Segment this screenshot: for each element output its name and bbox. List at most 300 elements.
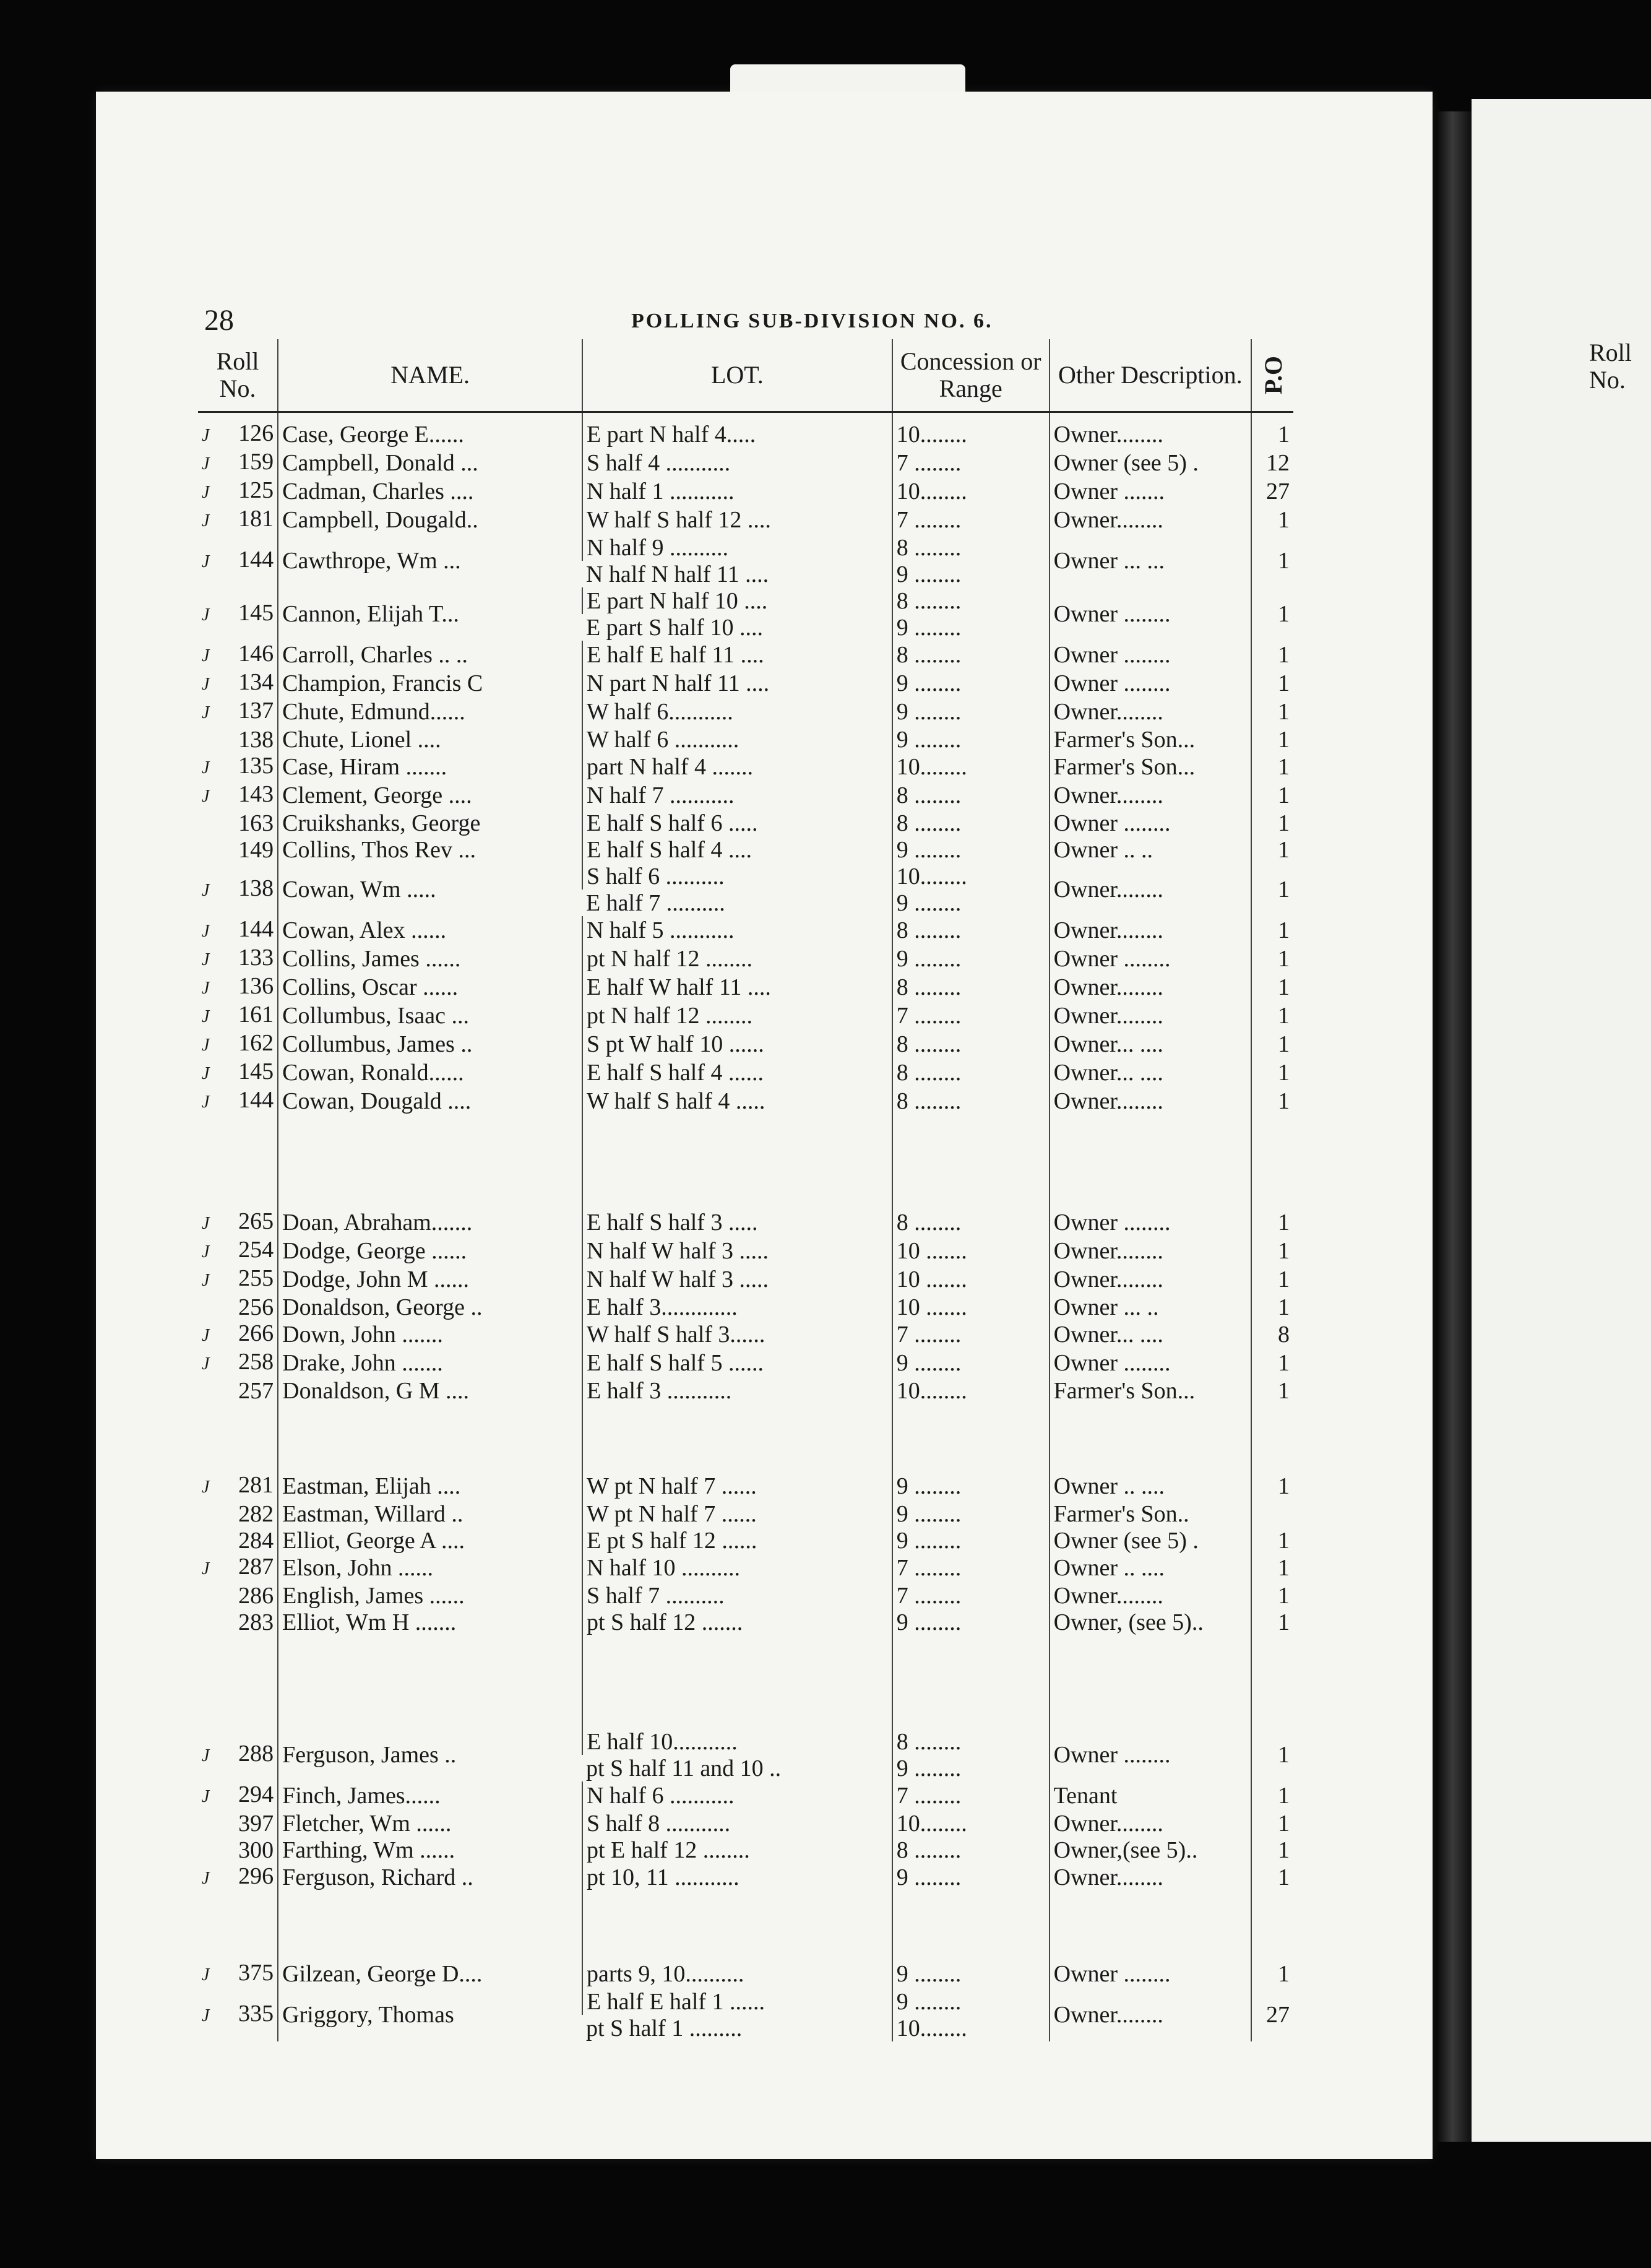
table-row xyxy=(198,1349,1293,1377)
roll-cell xyxy=(198,1349,278,1377)
roll-cell xyxy=(198,726,278,753)
concession-cell: 10 ....... xyxy=(892,1294,1050,1320)
lot-cell: E half 3 ........... xyxy=(582,1377,892,1404)
name-cell: Cowan, Wm ..... xyxy=(278,863,582,916)
concession-cell: 9 ........ xyxy=(892,561,1050,587)
roll-number: 258 xyxy=(238,1349,274,1375)
concession-cell: 8 ........ xyxy=(892,1087,1050,1115)
roll-number: 284 xyxy=(238,1527,274,1554)
roll-number: 181 xyxy=(238,506,274,532)
header-concession: Concession or Range xyxy=(892,339,1050,412)
description-cell: Owner (see 5) . xyxy=(1050,1527,1251,1554)
description-cell: Owner .. .... xyxy=(1050,1554,1251,1582)
po-cell: 1 xyxy=(1251,1002,1293,1030)
name-cell: Collins, Thos Rev ... xyxy=(278,836,582,863)
po-cell: 1 xyxy=(1251,1237,1293,1265)
roll-cell xyxy=(198,1294,278,1320)
table-row xyxy=(198,1554,1293,1582)
table-row xyxy=(198,1087,1293,1115)
spacer-cell xyxy=(198,1115,278,1208)
juror-mark: J xyxy=(202,605,210,625)
table-row xyxy=(198,1320,1293,1349)
lot-cell: E half S half 6 ..... xyxy=(582,810,892,836)
name-cell: Collumbus, James .. xyxy=(278,1030,582,1058)
po-cell: 1 xyxy=(1251,641,1293,669)
roll-number: 144 xyxy=(238,547,274,573)
description-cell: Owner ... .. xyxy=(1050,1294,1251,1320)
po-cell: 1 xyxy=(1251,1863,1293,1892)
po-cell: 1 xyxy=(1251,726,1293,753)
table-row xyxy=(198,698,1293,726)
spacer-cell xyxy=(1251,1892,1293,1960)
lot-cell: W half 6 ........... xyxy=(582,726,892,753)
concession-cell: 9 ........ xyxy=(892,1500,1050,1527)
roll-number: 288 xyxy=(238,1741,274,1767)
concession-cell: 8 ........ xyxy=(892,781,1050,810)
description-cell: Farmer's Son... xyxy=(1050,726,1251,753)
table-row xyxy=(198,1863,1293,1892)
roll-cell xyxy=(198,1728,278,1781)
roll-cell xyxy=(198,587,278,641)
roll-number: 144 xyxy=(238,916,274,942)
roll-number: 149 xyxy=(238,836,274,863)
description-cell: Owner... .... xyxy=(1050,1030,1251,1058)
header-roll-no: Roll No. xyxy=(198,339,278,412)
description-cell: Owner ........ xyxy=(1050,1728,1251,1781)
description-cell: Owner........ xyxy=(1050,1863,1251,1892)
roll-cell xyxy=(198,1377,278,1404)
po-cell: 1 xyxy=(1251,916,1293,945)
lot-cell: part N half 4 ....... xyxy=(582,753,892,781)
name-cell: Elliot, George A .... xyxy=(278,1527,582,1554)
name-cell: Dodge, John M ...... xyxy=(278,1265,582,1294)
name-cell: Fletcher, Wm ...... xyxy=(278,1810,582,1837)
spacer-cell xyxy=(1050,1115,1251,1208)
lot-cell: E half S half 3 ..... xyxy=(582,1208,892,1237)
lot-cell: parts 9, 10.......... xyxy=(582,1960,892,1988)
lot-cell: N part N half 11 .... xyxy=(582,669,892,698)
lot-cell: pt 10, 11 ........... xyxy=(582,1863,892,1892)
juror-mark: J xyxy=(202,979,210,998)
description-cell: Owner ........ xyxy=(1050,1960,1251,1988)
group-spacer xyxy=(198,1635,1293,1728)
po-cell: 1 xyxy=(1251,1960,1293,1988)
spacer-cell xyxy=(1050,1635,1251,1728)
description-cell: Owner ........ xyxy=(1050,587,1251,641)
description-cell: Owner........ xyxy=(1050,1002,1251,1030)
juror-mark: J xyxy=(202,511,210,530)
spacer-cell xyxy=(892,1115,1050,1208)
concession-cell: 8 ........ xyxy=(892,810,1050,836)
juror-mark: J xyxy=(202,1093,210,1112)
lot-cell: E half E half 11 .... xyxy=(582,641,892,669)
lot-cell: E half E half 1 ...... xyxy=(582,1988,892,2015)
lot-cell: W half S half 3...... xyxy=(582,1320,892,1349)
concession-cell: 8 ........ xyxy=(892,1837,1050,1863)
concession-cell: 9 ........ xyxy=(892,1609,1050,1635)
lot-cell: pt S half 11 and 10 .. xyxy=(585,1755,782,1781)
name-cell: Cruikshanks, George xyxy=(278,810,582,836)
table-row xyxy=(198,1837,1293,1863)
po-cell: 27 xyxy=(1251,1988,1293,2041)
spacer-cell xyxy=(278,1115,582,1208)
name-cell: Elson, John ...... xyxy=(278,1554,582,1582)
concession-cell: 7 ........ xyxy=(892,1002,1050,1030)
roll-number: 144 xyxy=(238,1087,274,1113)
roll-number: 265 xyxy=(238,1208,274,1234)
description-cell: Owner .. .. xyxy=(1050,836,1251,863)
description-cell: Owner ... ... xyxy=(1050,534,1251,587)
spacer-cell xyxy=(892,1404,1050,1472)
roll-number: 126 xyxy=(238,420,274,446)
table-row xyxy=(198,863,1293,889)
table-row xyxy=(198,1810,1293,1837)
roll-cell xyxy=(198,1472,278,1500)
lot-cell: N half 1 ........... xyxy=(582,477,892,506)
roll-cell xyxy=(198,698,278,726)
table-row xyxy=(198,587,1293,614)
description-cell: Owner ........ xyxy=(1050,1349,1251,1377)
roll-cell xyxy=(198,1781,278,1810)
table-row xyxy=(198,420,1293,449)
roll-number: 138 xyxy=(238,726,274,753)
roll-cell xyxy=(198,534,278,587)
juror-mark: J xyxy=(202,1478,210,1497)
po-cell: 1 xyxy=(1251,1349,1293,1377)
name-cell: Gilzean, George D.... xyxy=(278,1960,582,1988)
description-cell: Owner........ xyxy=(1050,1582,1251,1609)
po-cell: 1 xyxy=(1251,1472,1293,1500)
roll-cell xyxy=(198,641,278,669)
roll-number: 125 xyxy=(238,477,274,503)
po-cell: 1 xyxy=(1251,698,1293,726)
roll-cell xyxy=(198,1527,278,1554)
name-cell: Eastman, Elijah .... xyxy=(278,1472,582,1500)
name-cell: Campbell, Donald ... xyxy=(278,449,582,477)
concession-cell: 8 ........ xyxy=(892,1728,1050,1755)
roll-cell xyxy=(198,1810,278,1837)
spacer-cell xyxy=(582,1115,892,1208)
table-row xyxy=(198,1988,1293,2015)
lot-cell: N half 6 ........... xyxy=(582,1781,892,1810)
header-po-label: P.O xyxy=(1259,356,1287,394)
lot-cell: S half 6 .......... xyxy=(582,863,892,889)
lot-cell: S half 7 .......... xyxy=(582,1582,892,1609)
roll-number: 282 xyxy=(238,1500,274,1527)
description-cell: Farmer's Son... xyxy=(1050,1377,1251,1404)
description-cell: Owner ....... xyxy=(1050,477,1251,506)
name-cell: Elliot, Wm H ....... xyxy=(278,1609,582,1635)
po-cell: 1 xyxy=(1251,1527,1293,1554)
po-cell: 1 xyxy=(1251,1609,1293,1635)
book-gutter xyxy=(1437,111,1472,2142)
spacer-cell xyxy=(1251,1404,1293,1472)
name-cell: Collumbus, Isaac ... xyxy=(278,1002,582,1030)
concession-cell: 10........ xyxy=(892,2015,1050,2041)
roll-cell xyxy=(198,506,278,534)
juror-mark: J xyxy=(202,1746,210,1765)
roll-cell xyxy=(198,1554,278,1582)
spacer-cell xyxy=(892,412,1050,421)
table-row xyxy=(198,1265,1293,1294)
concession-cell: 9 ........ xyxy=(892,1527,1050,1554)
lot-cell: pt S half 12 ....... xyxy=(582,1609,892,1635)
juror-mark: J xyxy=(202,787,210,806)
description-cell: Owner .. .... xyxy=(1050,1472,1251,1500)
name-cell: Griggory, Thomas xyxy=(278,1988,582,2041)
concession-cell: 8 ........ xyxy=(892,587,1050,614)
po-cell: 1 xyxy=(1251,1087,1293,1115)
header-po xyxy=(1251,339,1293,412)
table-row xyxy=(198,1609,1293,1635)
spacer-cell xyxy=(1050,412,1251,421)
spacer-cell xyxy=(1251,1115,1293,1208)
name-cell: Case, Hiram ....... xyxy=(278,753,582,781)
lot-cell: W half S half 4 ..... xyxy=(582,1087,892,1115)
juror-mark: J xyxy=(202,675,210,694)
roll-number: 136 xyxy=(238,973,274,999)
table-row xyxy=(198,449,1293,477)
po-cell: 12 xyxy=(1251,449,1293,477)
juror-mark: J xyxy=(202,703,210,722)
lot-cell: N half 5 ........... xyxy=(582,916,892,945)
table-row xyxy=(198,1781,1293,1810)
table-row xyxy=(198,669,1293,698)
table-row xyxy=(198,1527,1293,1554)
name-cell: Champion, Francis C xyxy=(278,669,582,698)
right-page-header-fragment: Roll No. xyxy=(1589,339,1632,394)
spacer-cell xyxy=(198,1892,278,1960)
group-spacer xyxy=(198,412,1293,421)
roll-cell xyxy=(198,1208,278,1237)
roll-number: 163 xyxy=(238,810,274,836)
po-cell: 1 xyxy=(1251,1810,1293,1837)
description-cell: Owner ........ xyxy=(1050,945,1251,973)
lot-cell: N half N half 11 .... xyxy=(585,561,769,587)
spacer-cell xyxy=(198,1635,278,1728)
concession-cell: 10........ xyxy=(892,420,1050,449)
roll-number: 335 xyxy=(238,2001,274,2027)
juror-mark: J xyxy=(202,950,210,969)
roll-cell xyxy=(198,836,278,863)
name-cell: Farthing, Wm ...... xyxy=(278,1837,582,1863)
po-cell: 1 xyxy=(1251,1294,1293,1320)
concession-cell: 9 ........ xyxy=(892,614,1050,641)
roll-number: 281 xyxy=(238,1472,274,1498)
roll-number: 375 xyxy=(238,1960,274,1986)
roll-cell xyxy=(198,1058,278,1087)
roll-number: 162 xyxy=(238,1030,274,1056)
concession-cell: 10 ....... xyxy=(892,1265,1050,1294)
concession-cell: 9 ........ xyxy=(892,945,1050,973)
name-cell: Donaldson, G M .... xyxy=(278,1377,582,1404)
description-cell: Farmer's Son.. xyxy=(1050,1500,1251,1527)
roll-number: 256 xyxy=(238,1294,274,1320)
concession-cell: 10........ xyxy=(892,753,1050,781)
lot-cell: W pt N half 7 ...... xyxy=(582,1500,892,1527)
roll-number: 255 xyxy=(238,1265,274,1291)
spacer-cell xyxy=(582,1635,892,1728)
juror-mark: J xyxy=(202,1326,210,1345)
group-spacer xyxy=(198,1892,1293,1960)
roll-cell xyxy=(198,1002,278,1030)
po-cell xyxy=(1251,1500,1293,1527)
lot-cell: E part N half 4..... xyxy=(582,420,892,449)
juror-mark: J xyxy=(202,922,210,941)
table-row xyxy=(198,1237,1293,1265)
concession-cell: 7 ........ xyxy=(892,1320,1050,1349)
lot-cell: E part S half 10 .... xyxy=(585,614,763,641)
concession-cell: 8 ........ xyxy=(892,1058,1050,1087)
concession-cell: 9 ........ xyxy=(892,1960,1050,1988)
table-row xyxy=(198,1030,1293,1058)
roll-cell xyxy=(198,781,278,810)
description-cell: Owner........ xyxy=(1050,863,1251,916)
name-cell: Down, John ....... xyxy=(278,1320,582,1349)
roll-number: 137 xyxy=(238,698,274,724)
po-cell: 1 xyxy=(1251,836,1293,863)
description-cell: Owner........ xyxy=(1050,420,1251,449)
po-cell: 1 xyxy=(1251,1030,1293,1058)
lot-cell: E pt S half 12 ...... xyxy=(582,1527,892,1554)
spacer-cell xyxy=(1050,1404,1251,1472)
roll-cell xyxy=(198,1837,278,1863)
juror-mark: J xyxy=(202,1787,210,1806)
juror-mark: J xyxy=(202,881,210,900)
concession-cell: 7 ........ xyxy=(892,506,1050,534)
name-cell: Cawthrope, Wm ... xyxy=(278,534,582,587)
spacer-cell xyxy=(1050,1892,1251,1960)
spacer-cell xyxy=(582,1404,892,1472)
lot-cell: W half S half 12 .... xyxy=(582,506,892,534)
lot-cell: pt N half 12 ........ xyxy=(582,1002,892,1030)
description-cell: Owner ........ xyxy=(1050,1208,1251,1237)
name-cell: Cowan, Ronald...... xyxy=(278,1058,582,1087)
roll-number: 161 xyxy=(238,1002,274,1028)
concession-cell: 8 ........ xyxy=(892,1030,1050,1058)
spacer-cell xyxy=(892,1635,1050,1728)
name-cell: Cannon, Elijah T... xyxy=(278,587,582,641)
po-cell: 1 xyxy=(1251,1728,1293,1781)
concession-cell: 9 ........ xyxy=(892,1988,1050,2015)
spacer-cell xyxy=(1251,412,1293,421)
roll-number: 143 xyxy=(238,781,274,807)
lot-cell: N half W half 3 ..... xyxy=(582,1237,892,1265)
lot-cell: pt S half 1 ......... xyxy=(585,2015,743,2041)
juror-mark: J xyxy=(202,483,210,502)
po-cell: 1 xyxy=(1251,1837,1293,1863)
spacer-cell xyxy=(278,412,582,421)
juror-mark: J xyxy=(202,552,210,571)
description-cell: Owner........ xyxy=(1050,1988,1251,2041)
name-cell: Donaldson, George .. xyxy=(278,1294,582,1320)
roll-cell xyxy=(198,916,278,945)
spacer-cell xyxy=(198,412,278,421)
juror-mark: J xyxy=(202,1214,210,1233)
concession-cell: 10........ xyxy=(892,477,1050,506)
juror-mark: J xyxy=(202,1869,210,1888)
lot-cell: S pt W half 10 ...... xyxy=(582,1030,892,1058)
po-cell: 1 xyxy=(1251,1554,1293,1582)
name-cell: Collins, Oscar ...... xyxy=(278,973,582,1002)
name-cell: Finch, James...... xyxy=(278,1781,582,1810)
table-row xyxy=(198,836,1293,863)
table-row xyxy=(198,1728,1293,1755)
roll-cell xyxy=(198,449,278,477)
name-cell: Eastman, Willard .. xyxy=(278,1500,582,1527)
roll-number: 134 xyxy=(238,669,274,695)
description-cell: Owner........ xyxy=(1050,506,1251,534)
concession-cell: 9 ........ xyxy=(892,836,1050,863)
header-lot: LOT. xyxy=(582,339,892,412)
juror-mark: J xyxy=(202,1036,210,1055)
description-cell: Owner ........ xyxy=(1050,669,1251,698)
roll-number: 133 xyxy=(238,945,274,971)
roll-number: 300 xyxy=(238,1837,274,1863)
roll-number: 135 xyxy=(238,753,274,779)
table-row xyxy=(198,810,1293,836)
header-name: NAME. xyxy=(278,339,582,412)
lot-cell: N half W half 3 ..... xyxy=(582,1265,892,1294)
name-cell: Cowan, Alex ...... xyxy=(278,916,582,945)
roll-number: 294 xyxy=(238,1781,274,1807)
running-title: POLLING SUB-DIVISION NO. 6. xyxy=(631,309,993,332)
name-cell: Doan, Abraham....... xyxy=(278,1208,582,1237)
juror-mark: J xyxy=(202,1965,210,1984)
name-cell: Ferguson, James .. xyxy=(278,1728,582,1781)
table-row xyxy=(198,781,1293,810)
description-cell: Tenant xyxy=(1050,1781,1251,1810)
table-header-row xyxy=(198,339,1293,412)
name-cell: Cowan, Dougald .... xyxy=(278,1087,582,1115)
description-cell: Owner,(see 5).. xyxy=(1050,1837,1251,1863)
lot-cell: W half 6........... xyxy=(582,698,892,726)
table-row xyxy=(198,534,1293,561)
po-cell: 1 xyxy=(1251,420,1293,449)
description-cell: Owner........ xyxy=(1050,973,1251,1002)
concession-cell: 9 ........ xyxy=(892,889,1050,916)
lot-cell: E half S half 4 ...... xyxy=(582,1058,892,1087)
header-description: Other Description. xyxy=(1050,339,1251,412)
table-row xyxy=(198,1500,1293,1527)
roll-cell xyxy=(198,420,278,449)
table-row xyxy=(198,506,1293,534)
roll-number: 296 xyxy=(238,1863,274,1889)
concession-cell: 8 ........ xyxy=(892,1208,1050,1237)
name-cell: Cadman, Charles .... xyxy=(278,477,582,506)
spacer-cell xyxy=(278,1404,582,1472)
concession-cell: 9 ........ xyxy=(892,1863,1050,1892)
description-cell: Owner........ xyxy=(1050,1810,1251,1837)
po-cell: 1 xyxy=(1251,1377,1293,1404)
spacer-cell xyxy=(892,1892,1050,1960)
concession-cell: 7 ........ xyxy=(892,449,1050,477)
roll-number: 397 xyxy=(238,1810,274,1837)
description-cell: Owner, (see 5).. xyxy=(1050,1609,1251,1635)
description-cell: Owner (see 5) . xyxy=(1050,449,1251,477)
roll-number: 254 xyxy=(238,1237,274,1263)
table-row xyxy=(198,641,1293,669)
concession-cell: 10 ....... xyxy=(892,1237,1050,1265)
name-cell: Campbell, Dougald.. xyxy=(278,506,582,534)
spacer-cell xyxy=(582,1892,892,1960)
description-cell: Owner........ xyxy=(1050,698,1251,726)
description-cell: Owner........ xyxy=(1050,1087,1251,1115)
page-header xyxy=(204,303,1281,340)
roll-number: 283 xyxy=(238,1609,274,1635)
concession-cell: 9 ........ xyxy=(892,698,1050,726)
roll-cell xyxy=(198,973,278,1002)
